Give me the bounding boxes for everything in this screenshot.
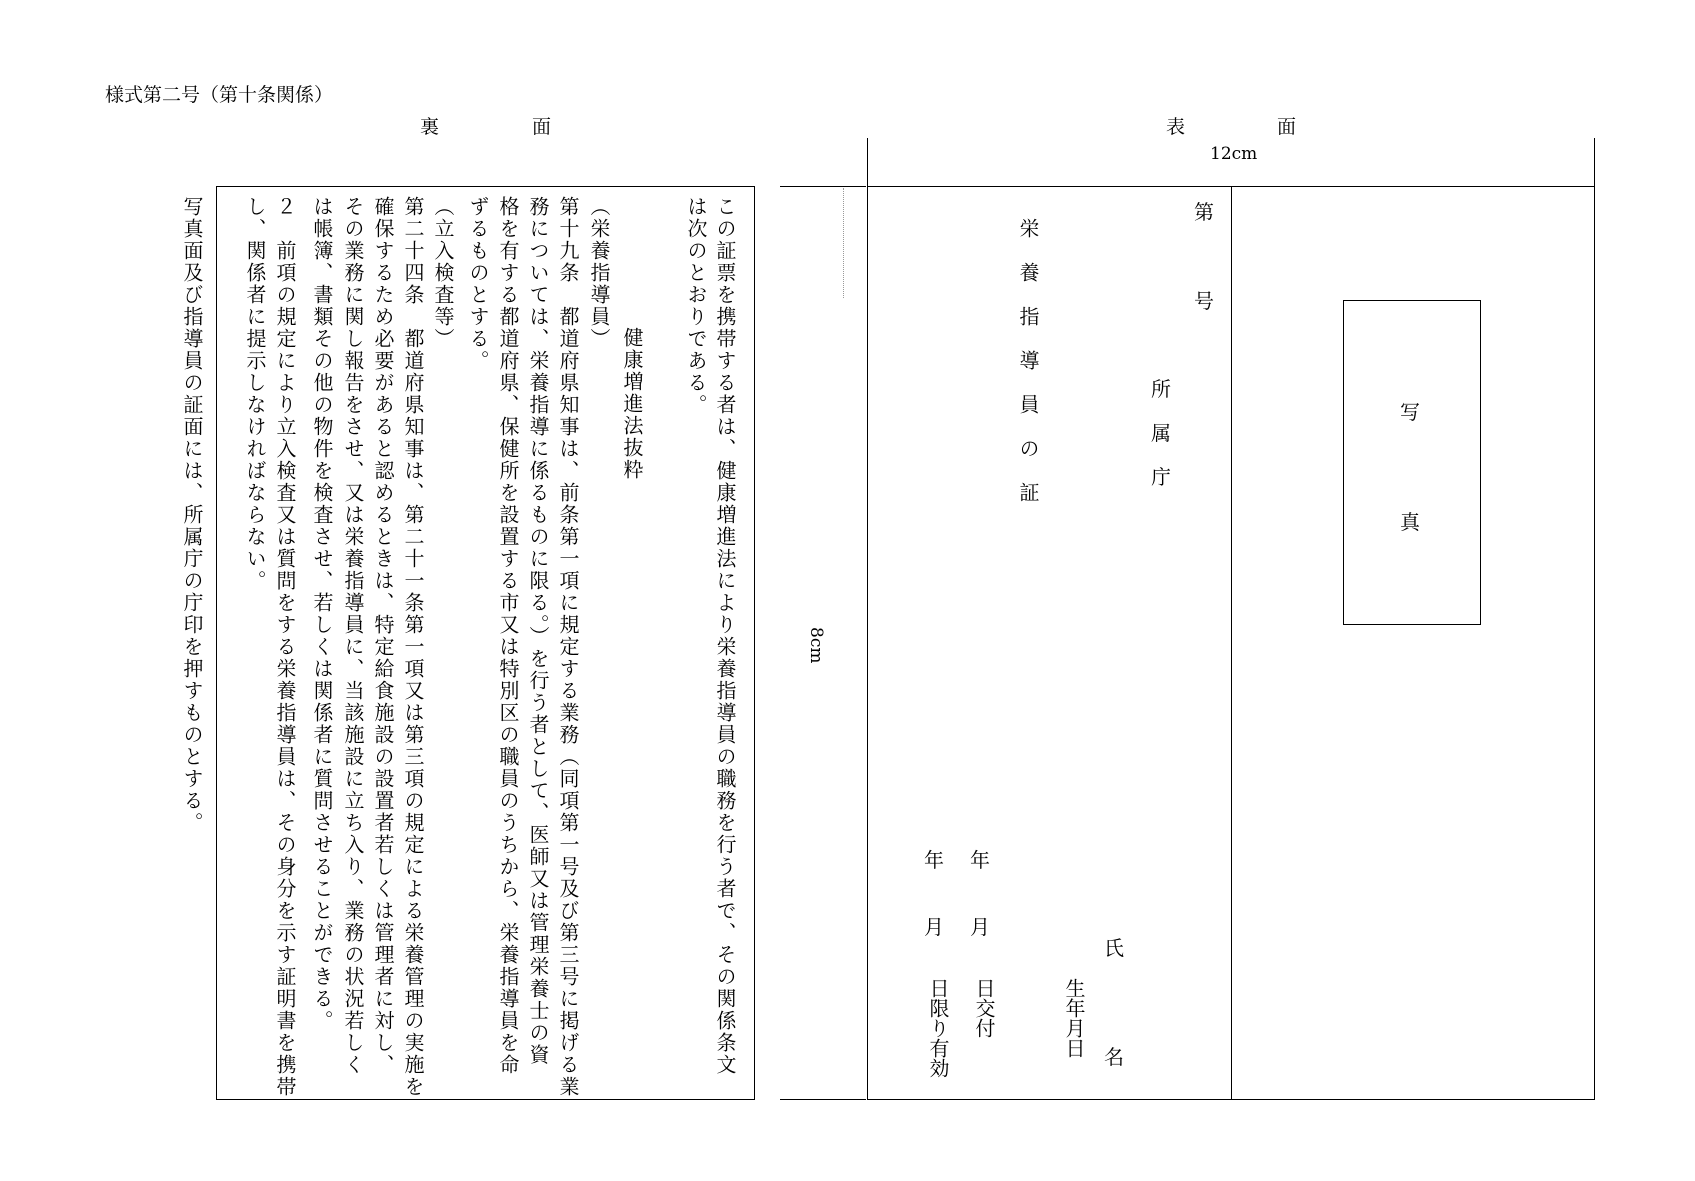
back-body-line: は次のとおりである。: [684, 196, 708, 416]
birth-date-label: 生年月日: [1062, 978, 1086, 1058]
form-title: 様式第二号（第十条関係）: [105, 84, 334, 106]
back-body-line: ずるものとする。: [466, 196, 490, 372]
front-card-divider: [1231, 186, 1232, 1100]
height-dimension-bottom-tick: [780, 1099, 866, 1100]
name-char-2: 名: [1104, 1045, 1124, 1069]
back-body-line: その業務に関し報告をさせ、又は栄養指導員に、当該施設に立ち入り、業務の状況若しく: [341, 196, 365, 1076]
back-heading-right: 面: [532, 116, 552, 138]
height-dimension-top-tick: [780, 186, 866, 187]
back-body-line: この証票を携帯する者は、健康増進法により栄養指導員の職務を行う者で、その関係条文: [713, 196, 737, 1076]
back-body-line: 務については、栄養指導に係るものに限る。）を行う者として、医師又は管理栄養士の資: [526, 196, 550, 1066]
agency-char-3: 庁: [1151, 465, 1171, 489]
expiry-year: 年: [924, 848, 944, 872]
expiry-month: 月: [924, 915, 944, 939]
agency-char-2: 属: [1151, 421, 1171, 445]
card-title: 栄養指導員の証: [1016, 218, 1040, 526]
back-body-line: は帳簿、書類その他の物件を検査させ、若しくは関係者に質問させることができる。: [310, 196, 334, 1032]
back-heading-left: 裏: [420, 116, 440, 138]
number-dai: 第: [1194, 200, 1214, 224]
back-body-line: 格を有する都道府県、保健所を設置する市又は特別区の職員のうちから、栄養指導員を命: [496, 196, 520, 1076]
photo-char-2: 真: [1400, 510, 1420, 534]
back-body-line: （立入検査等）: [431, 196, 455, 350]
width-dimension-left-tick: [867, 138, 868, 188]
front-heading-left: 表: [1166, 116, 1186, 138]
issue-year: 年: [970, 848, 990, 872]
back-body-line: （栄養指導員）: [587, 196, 611, 350]
back-body-line: し、関係者に提示しなければならない。: [243, 196, 267, 592]
expiry-day-label: 日限り有効: [926, 978, 950, 1078]
number-go: 号: [1194, 289, 1214, 313]
name-char-1: 氏: [1104, 936, 1124, 960]
front-heading-right: 面: [1277, 116, 1297, 138]
back-body-line: 確保するため必要があると認めるときは、特定給食施設の設置者若しくは管理者に対し、: [371, 196, 395, 1076]
back-note: 写真面及び指導員の証面には、所属庁の庁印を押すものとする。: [180, 196, 204, 834]
width-dimension-right-tick: [1594, 138, 1595, 188]
issue-day-label: 日交付: [972, 978, 996, 1038]
back-body-line: 第二十四条 都道府県知事は、第二十一条第一項又は第三項の規定による栄養管理の実施を: [401, 196, 425, 1098]
width-dimension-label: 12cm: [1210, 144, 1258, 164]
photo-char-1: 写: [1400, 400, 1420, 424]
back-body-line: ２ 前項の規定により立入検査又は質問をする栄養指導員は、その身分を示す証明書を携帯: [273, 196, 297, 1098]
height-dimension-label: 8cm: [806, 627, 826, 664]
height-dimension-guide: [843, 188, 844, 298]
back-body-line: 第十九条 都道府県知事は、前条第一項に規定する業務（同項第一号及び第三号に掲げる業: [556, 196, 580, 1098]
agency-char-1: 所: [1151, 377, 1171, 401]
back-body-heading: 健康増進法抜粋: [620, 261, 644, 481]
issue-month: 月: [970, 915, 990, 939]
photo-box: [1343, 300, 1481, 625]
